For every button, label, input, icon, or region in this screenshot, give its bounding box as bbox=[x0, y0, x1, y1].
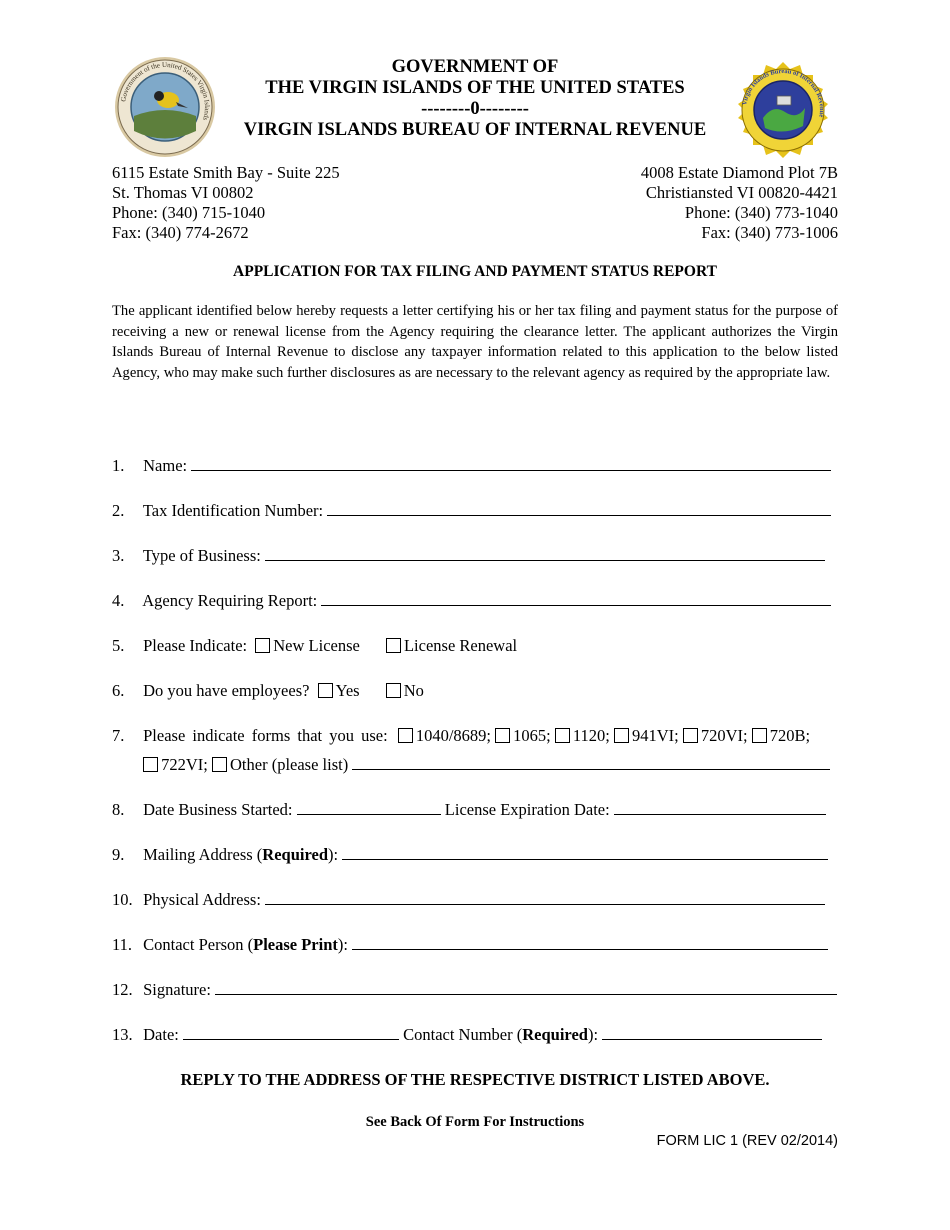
license-expiration-input-line[interactable] bbox=[614, 800, 826, 815]
form-1065-checkbox[interactable] bbox=[495, 728, 510, 743]
physical-address-input-line[interactable] bbox=[265, 890, 825, 905]
yes-label: Yes bbox=[335, 681, 360, 700]
form-720b-checkbox[interactable] bbox=[752, 728, 767, 743]
item-number: 10. bbox=[112, 890, 133, 909]
new-license-label: New License bbox=[273, 636, 360, 655]
see-back-note: See Back Of Form For Instructions bbox=[365, 1114, 585, 1130]
header-line-4: VIRGIN ISLANDS BUREAU OF INTERNAL REVENUE bbox=[243, 120, 707, 140]
field-label: Signature: bbox=[143, 980, 211, 999]
field-label: Agency Requiring Report: bbox=[142, 591, 318, 610]
date-input-line[interactable] bbox=[183, 1025, 399, 1040]
item-number: 13. bbox=[112, 1025, 133, 1044]
form-1120-checkbox[interactable] bbox=[555, 728, 570, 743]
field-license-type bbox=[112, 636, 838, 656]
item-number: 7. bbox=[112, 726, 125, 745]
form-title: APPLICATION FOR TAX FILING AND PAYMENT STATUS REPORT bbox=[233, 263, 717, 280]
form-722vi-checkbox[interactable] bbox=[143, 757, 158, 772]
business-type-input-line[interactable] bbox=[265, 546, 825, 561]
field-forms-used bbox=[112, 726, 838, 746]
agency-input-line[interactable] bbox=[321, 591, 831, 606]
item-number: 1. bbox=[112, 456, 125, 475]
form-number: FORM LIC 1 (REV 02/2014) bbox=[656, 1133, 838, 1149]
city: St. Thomas VI 00802 bbox=[112, 183, 254, 202]
form-720b-label: 720B; bbox=[769, 726, 811, 745]
field-business-type bbox=[112, 546, 838, 566]
field-dates bbox=[112, 800, 838, 820]
form-720vi-label: 720VI; bbox=[700, 726, 748, 745]
form-941vi-label: 941VI; bbox=[631, 726, 679, 745]
field-label: Do you have employees? bbox=[143, 681, 310, 700]
reply-instruction: REPLY TO THE ADDRESS OF THE RESPECTIVE DISTRICT LISTED ABOVE. bbox=[180, 1070, 770, 1089]
contact-number-input-line[interactable] bbox=[602, 1025, 822, 1040]
header-line-2: THE VIRGIN ISLANDS OF THE UNITED STATES bbox=[265, 78, 685, 98]
field-name bbox=[112, 456, 838, 476]
field-tin bbox=[112, 501, 838, 521]
date-label: Date: bbox=[143, 1025, 179, 1044]
field-agency bbox=[112, 591, 838, 611]
date-started-label: Date Business Started: bbox=[143, 800, 293, 819]
field-label: Please Indicate: bbox=[143, 636, 248, 655]
intro-paragraph: The applicant identified below hereby requests a letter certifying his or her tax filing and payment status for the purpose of receiving a new or renewal license from the Agency requiring the clearance letter. The applicant authorizes the Virgin Islands Bureau of Internal Revenue to disclose any taxpayer information related to this application to the below listed Agency, who may make such further disclosures as are necessary to the relevant agency as required by the appropriate law. bbox=[112, 303, 838, 381]
license-expiration-label: License Expiration Date: bbox=[444, 800, 610, 819]
phone: Phone: (340) 773-1040 bbox=[684, 203, 838, 222]
usvi-government-seal bbox=[112, 56, 218, 158]
form-1120-label: 1120; bbox=[572, 726, 610, 745]
field-forms-used-continued bbox=[112, 755, 838, 775]
item-number: 5. bbox=[112, 636, 125, 655]
signature-input-line[interactable] bbox=[215, 980, 837, 995]
name-input-line[interactable] bbox=[191, 456, 831, 471]
mailing-address-input-line[interactable] bbox=[342, 845, 828, 860]
field-label: Physical Address: bbox=[143, 890, 261, 909]
item-number: 4. bbox=[112, 591, 125, 610]
header-line-1: GOVERNMENT OF bbox=[391, 57, 559, 77]
agency-header bbox=[220, 57, 730, 141]
item-number: 3. bbox=[112, 546, 125, 565]
field-label: Mailing Address (Required): bbox=[143, 845, 339, 864]
st-croix-address bbox=[641, 163, 838, 243]
field-signature bbox=[112, 980, 838, 1000]
field-label: Name: bbox=[143, 456, 188, 475]
field-mailing-address bbox=[112, 845, 838, 865]
no-label: No bbox=[403, 681, 424, 700]
field-label: Tax Identification Number: bbox=[142, 501, 324, 520]
license-renewal-label: License Renewal bbox=[403, 636, 518, 655]
form-1040-checkbox[interactable] bbox=[398, 728, 413, 743]
item-number: 12. bbox=[112, 980, 133, 999]
other-forms-input-line[interactable] bbox=[352, 755, 830, 770]
item-number: 11. bbox=[112, 935, 133, 954]
field-label: Please indicate forms that you use: bbox=[143, 726, 388, 745]
contact-number-label: Contact Number (Required): bbox=[403, 1025, 599, 1044]
new-license-checkbox[interactable] bbox=[255, 638, 270, 653]
employees-yes-checkbox[interactable] bbox=[318, 683, 333, 698]
form-other-label: Other (please list) bbox=[230, 755, 349, 774]
field-label: Type of Business: bbox=[142, 546, 261, 565]
street: 4008 Estate Diamond Plot 7B bbox=[640, 163, 838, 182]
item-number: 9. bbox=[112, 845, 125, 864]
bir-seal bbox=[735, 62, 831, 158]
fax: Fax: (340) 773-1006 bbox=[701, 223, 838, 242]
form-722vi-label: 722VI; bbox=[161, 755, 208, 774]
field-date-contact bbox=[112, 1025, 838, 1045]
field-physical-address bbox=[112, 890, 838, 910]
date-started-input-line[interactable] bbox=[297, 800, 441, 815]
form-1065-label: 1065; bbox=[513, 726, 551, 745]
st-thomas-address bbox=[112, 163, 340, 243]
item-number: 6. bbox=[112, 681, 125, 700]
employees-no-checkbox[interactable] bbox=[386, 683, 401, 698]
header-separator: --------0-------- bbox=[421, 99, 529, 119]
contact-person-input-line[interactable] bbox=[352, 935, 828, 950]
form-other-checkbox[interactable] bbox=[212, 757, 227, 772]
fax: Fax: (340) 774-2672 bbox=[112, 223, 249, 242]
field-contact-person bbox=[112, 935, 838, 955]
svg-text:Virgin Islands Bureau of Inter: Virgin Islands Bureau of Internal Revenue bbox=[741, 67, 826, 118]
form-1040-label: 1040/8689; bbox=[415, 726, 491, 745]
phone: Phone: (340) 715-1040 bbox=[112, 203, 266, 222]
street: 6115 Estate Smith Bay - Suite 225 bbox=[112, 163, 340, 182]
license-renewal-checkbox[interactable] bbox=[386, 638, 401, 653]
tin-input-line[interactable] bbox=[327, 501, 831, 516]
form-720vi-checkbox[interactable] bbox=[683, 728, 698, 743]
field-label: Contact Person (Please Print): bbox=[143, 935, 348, 954]
item-number: 8. bbox=[112, 800, 125, 819]
field-employees bbox=[112, 681, 838, 701]
item-number: 2. bbox=[112, 501, 125, 520]
city: Christiansted VI 00820-4421 bbox=[645, 183, 838, 202]
svg-text:Government of the United State: Government of the United States Virgin Islands bbox=[119, 60, 212, 122]
form-941vi-checkbox[interactable] bbox=[614, 728, 629, 743]
